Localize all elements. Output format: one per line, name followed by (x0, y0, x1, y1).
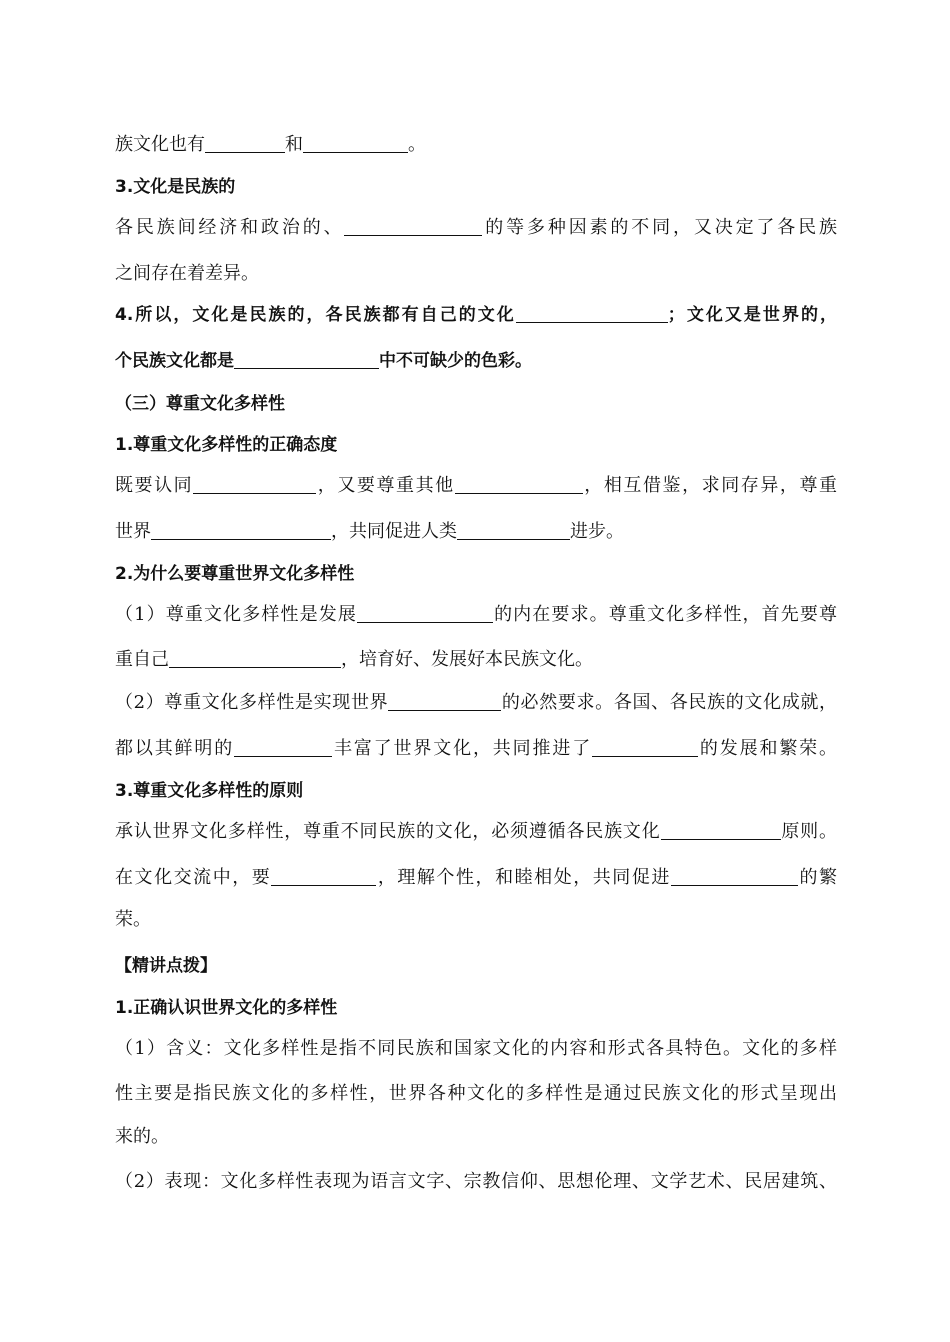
fill-blank[interactable] (205, 134, 285, 153)
text-segment: ，理解个性，和睦相处，共同促进 (376, 867, 671, 888)
fill-blank[interactable] (193, 475, 316, 494)
text-segment: 来的。 (115, 1126, 169, 1147)
text-segment: 重自己 (115, 649, 169, 670)
text-line (115, 1037, 837, 1061)
text-line (115, 433, 337, 457)
text-segment: 1.正确认识世界文化的多样性 (115, 998, 338, 1018)
text-line (115, 996, 337, 1020)
text-line (115, 603, 837, 627)
text-segment: ；文化又是世界的， (667, 305, 837, 325)
fill-blank[interactable] (516, 304, 668, 323)
text-segment: 中不可缺少的色彩。 (379, 351, 532, 371)
text-line (115, 474, 837, 498)
text-segment: ，培育好、发展好本民族文化。 (341, 649, 593, 670)
text-segment: 族文化也有 (115, 134, 205, 155)
fill-blank[interactable] (388, 692, 501, 711)
text-line (115, 175, 235, 199)
text-segment: 在文化交流中，要 (115, 867, 272, 888)
text-segment: （2）尊重文化多样性是实现世界 (115, 692, 389, 713)
text-segment: 的必然要求。各国、各民族的文化成就， (501, 692, 838, 713)
fill-blank[interactable] (271, 867, 376, 886)
text-line (115, 648, 593, 672)
text-segment: 。 (408, 134, 426, 155)
text-segment: 2.为什么要尊重世界文化多样性 (115, 564, 355, 584)
text-segment: （1）含义：文化多样性是指不同民族和国家文化的内容和形式各具特色。文化的多样 (115, 1038, 837, 1059)
text-segment: 都以其鲜明的 (115, 738, 235, 759)
text-segment: ，又要尊重其他 (316, 475, 455, 496)
text-segment: 进步。 (570, 521, 624, 542)
fill-blank[interactable] (457, 521, 570, 540)
fill-blank[interactable] (455, 475, 583, 494)
text-segment: 和 (285, 134, 303, 155)
text-segment: 各民族间经济和政治的、 (115, 217, 345, 238)
fill-blank[interactable] (234, 350, 379, 369)
text-segment: 【精讲点拨】 (115, 956, 217, 976)
text-line (115, 392, 285, 416)
text-line (115, 520, 624, 544)
text-segment: 4.所以，文化是民族的，各民族都有自己的文化 (115, 305, 516, 325)
text-line (115, 216, 837, 240)
text-segment: ，相互借鉴，求同存异，尊重 (582, 475, 838, 496)
text-line (115, 908, 151, 932)
text-line (115, 1125, 169, 1149)
fill-blank[interactable] (592, 738, 698, 757)
text-segment: ，共同促进人类 (331, 521, 457, 542)
text-line (115, 866, 837, 890)
text-segment: 的内在要求。尊重文化多样性，首先要尊 (492, 604, 838, 625)
text-segment: 性主要是指民族文化的多样性，世界各种文化的多样性是通过民族文化的形式呈现出 (115, 1083, 837, 1104)
text-line (115, 349, 532, 373)
text-line (115, 691, 837, 715)
fill-blank[interactable] (661, 821, 781, 840)
text-segment: 既要认同 (115, 475, 194, 496)
fill-blank[interactable] (234, 738, 332, 757)
text-line (115, 562, 354, 586)
text-segment: 的等多种因素的不同，又决定了各民族 (482, 217, 838, 238)
text-line (115, 737, 837, 761)
text-segment: 世界 (115, 521, 151, 542)
fill-blank[interactable] (344, 217, 482, 236)
text-segment: 承认世界文化多样性，尊重不同民族的文化，必须遵循各民族文化 (115, 821, 661, 842)
text-line (115, 303, 837, 327)
text-segment: 丰富了世界文化，共同推进了 (332, 738, 593, 759)
fill-blank[interactable] (169, 649, 341, 668)
text-line (115, 1170, 837, 1194)
fill-blank[interactable] (303, 134, 408, 153)
text-line (115, 262, 259, 286)
text-segment: 荣。 (115, 909, 151, 930)
text-segment: 的繁 (797, 867, 838, 888)
text-line (115, 133, 426, 157)
text-segment: （1）尊重文化多样性是发展 (115, 604, 357, 625)
text-segment: 3.尊重文化多样性的原则 (115, 781, 304, 801)
text-line (115, 1082, 837, 1106)
text-segment: 1.尊重文化多样性的正确态度 (115, 435, 338, 455)
text-line (115, 779, 303, 803)
text-segment: 的发展和繁荣。 (698, 738, 838, 759)
fill-blank[interactable] (151, 521, 331, 540)
text-segment: （2）表现：文化多样性表现为语言文字、宗教信仰、思想伦理、文学艺术、民居建筑、 (115, 1171, 837, 1192)
text-segment: （三）尊重文化多样性 (115, 394, 285, 414)
text-segment: 3.文化是民族的 (115, 177, 236, 197)
fill-blank[interactable] (357, 604, 493, 623)
text-segment: 之间存在着差异。 (115, 263, 259, 284)
fill-blank[interactable] (671, 867, 798, 886)
text-line (115, 820, 837, 844)
text-segment: 原则。 (780, 821, 837, 842)
text-segment: 个民族文化都是 (115, 351, 234, 371)
text-line (115, 954, 217, 978)
